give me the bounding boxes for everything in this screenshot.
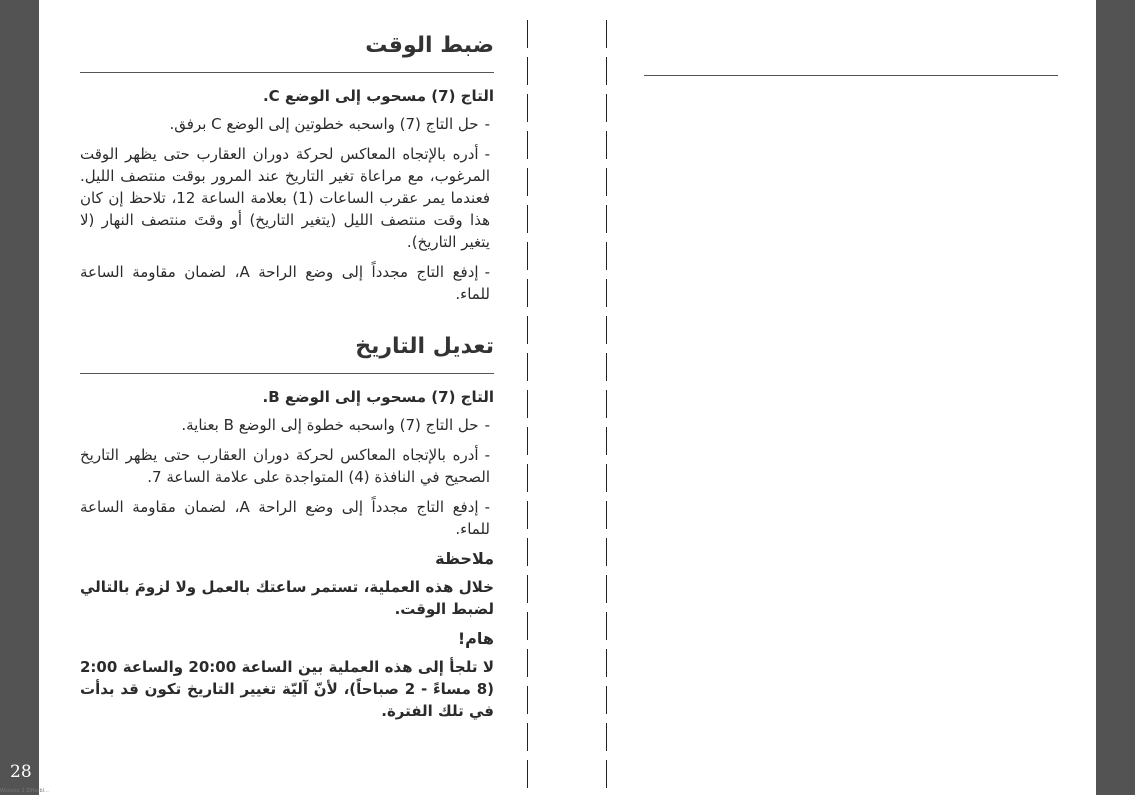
page-number: 28 — [10, 762, 32, 782]
cut-mark-segment — [606, 168, 607, 196]
footer-mark: Wxxxxx 2 Zifferbl... — [0, 788, 49, 794]
right-margin-bar — [1096, 0, 1135, 795]
instruction-item: -إدفع التاج مجدداً إلى وضع الراحة A، لضمان مقاومة الساعة للماء. — [80, 498, 490, 538]
cut-mark-segment — [606, 20, 607, 48]
cut-mark-segment — [606, 242, 607, 270]
cut-mark-segment — [606, 686, 607, 714]
cut-mark-segment — [606, 205, 607, 233]
instruction-item: -حل التاج (7) واسحبه خطوة إلى الوضع B بعناية. — [181, 416, 490, 434]
cut-mark-segment — [606, 316, 607, 344]
cut-mark-segment — [606, 57, 607, 85]
cut-mark-segment — [527, 723, 528, 751]
cut-mark-segment — [606, 538, 607, 566]
cut-mark-segment — [527, 316, 528, 344]
cut-mark-segment — [527, 168, 528, 196]
instruction-item: -أدره بالإتجاه المعاكس لحركة دوران العقارب حتى يظهر التاريخ الصحيح في النافذة (4) المتواجدة على علامة الساعة 7. — [80, 446, 490, 486]
cut-mark-segment — [606, 131, 607, 159]
cut-mark-segment — [606, 723, 607, 751]
cut-mark-segment — [606, 353, 607, 381]
cut-mark-segment — [527, 353, 528, 381]
instruction-item: -أدره بالإتجاه المعاكس لحركة دوران العقارب حتى يظهر الوقت المرغوب، مع مراعاة تغير التاريخ عند المرور بوقت منتصف الليل. فعندما يمر عقرب الساعات (1) بعلامة الساعة 12، تلاحظ إن كان هذا وقت منتصف الليل (يتغير التاريخ) أو وقتَ منتصف النهار (لا يتغير التاريخ). — [80, 145, 490, 251]
cut-mark-segment — [606, 612, 607, 640]
cut-mark-segment — [606, 575, 607, 603]
left-margin-bar — [0, 0, 39, 795]
cut-mark-segment — [527, 538, 528, 566]
right-page-rule — [644, 75, 1058, 76]
section-title-time-setting: ضبط الوقت — [365, 33, 494, 58]
cut-mark-segment — [527, 57, 528, 85]
cut-mark-segment — [527, 20, 528, 48]
cut-mark-segment — [606, 501, 607, 529]
cut-mark-segment — [527, 94, 528, 122]
important-text: لا تلجأ إلى هذه العملية بين الساعة 20:00 والساعة 2:00 (8 مساءً - 2 صباحاً)، لأنّ آليّة تغيير التاريخ تكون قد بدأت في تلك الفترة. — [80, 658, 495, 720]
cut-mark-segment — [606, 649, 607, 677]
cut-mark-segment — [606, 279, 607, 307]
cut-mark-segment — [527, 649, 528, 677]
title-rule — [80, 373, 494, 374]
cut-mark-segment — [527, 131, 528, 159]
cut-mark-segment — [527, 279, 528, 307]
section-title-date-setting: تعديل التاريخ — [355, 334, 494, 359]
cut-mark-segment — [606, 94, 607, 122]
cut-mark-segment — [527, 242, 528, 270]
cut-mark-segment — [527, 464, 528, 492]
note-heading: ملاحظة — [435, 549, 494, 568]
cut-mark-segment — [527, 427, 528, 455]
cut-mark-segment — [606, 760, 607, 788]
cut-mark-segment — [527, 205, 528, 233]
instruction-item: -حل التاج (7) واسحبه خطوتين إلى الوضع C برفق. — [169, 115, 490, 133]
cut-mark-segment — [527, 501, 528, 529]
cut-mark-segment — [527, 612, 528, 640]
cut-mark-segment — [606, 390, 607, 418]
cut-mark-segment — [527, 575, 528, 603]
cut-mark-segment — [606, 427, 607, 455]
cut-mark-segment — [527, 686, 528, 714]
section-subtitle: التاج (7) مسحوب إلى الوضع C. — [262, 87, 494, 105]
text-column — [80, 30, 494, 728]
section-subtitle: التاج (7) مسحوب إلى الوضع B. — [262, 388, 494, 406]
note-text: خلال هذه العملية، تستمر ساعتك بالعمل ولا لزومَ بالتالي لضبط الوقت. — [80, 578, 494, 618]
cut-mark-segment — [606, 464, 607, 492]
cut-mark-segment — [527, 760, 528, 788]
instruction-item: -إدفع التاج مجدداً إلى وضع الراحة A، لضمان مقاومة الساعة للماء. — [80, 263, 490, 303]
important-heading: هام! — [457, 629, 494, 648]
cut-mark-segment — [527, 390, 528, 418]
title-rule — [80, 72, 494, 73]
